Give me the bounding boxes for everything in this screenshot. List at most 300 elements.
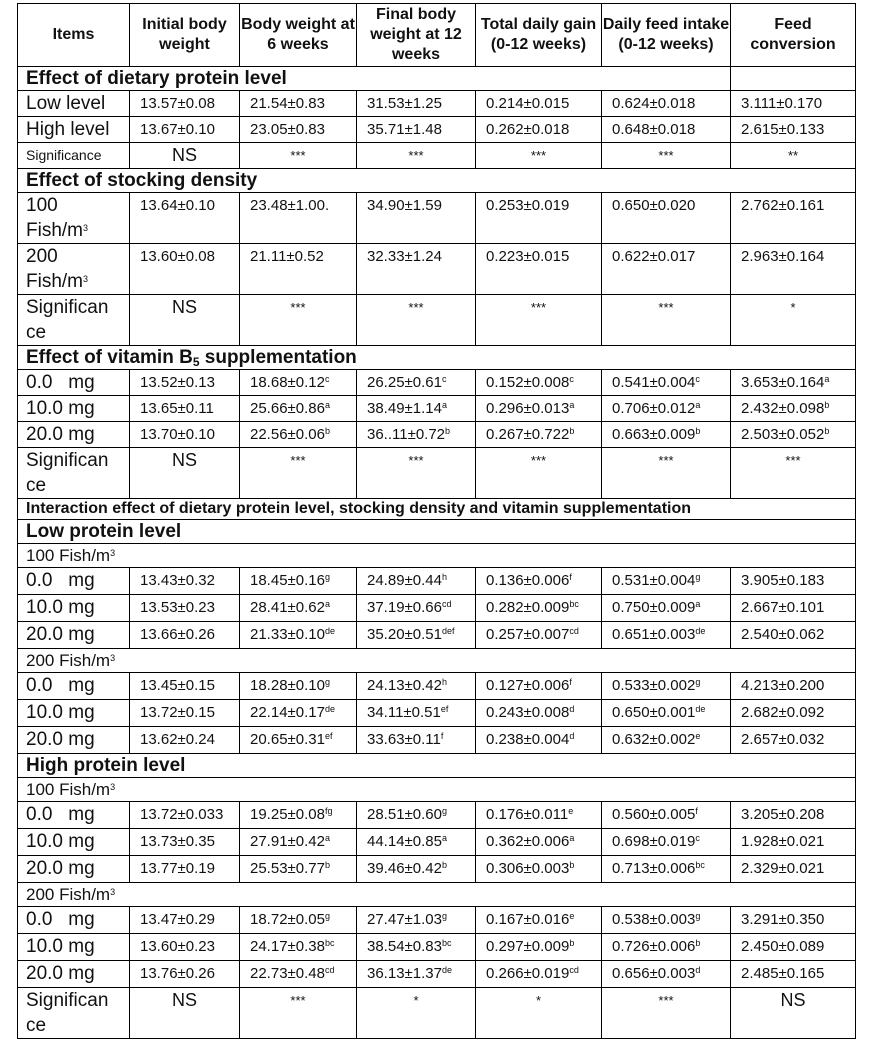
value-cell — [357, 422, 476, 448]
letter-superscript: g — [324, 911, 330, 921]
value-text: 13.65±0.11 — [140, 400, 214, 417]
value-cell — [602, 802, 731, 829]
value-text: 0.533±0.002 — [612, 677, 696, 694]
value-text: 0.650±0.001 — [612, 704, 696, 721]
section-title — [18, 754, 856, 778]
value-cell: 34.90±1.59 — [357, 193, 476, 244]
letter-superscript: c — [695, 374, 700, 384]
row-label — [18, 244, 130, 295]
value-cell — [476, 802, 602, 829]
value-cell: 13.60±0.08 — [130, 244, 240, 295]
letter-superscript: bc — [441, 938, 452, 948]
row-label: 20.0 mg — [18, 727, 130, 754]
significance-row — [18, 448, 856, 499]
table-row — [18, 568, 856, 595]
value-cell — [476, 961, 602, 988]
value-text: 13.76±0.26 — [140, 965, 215, 982]
letter-superscript: bc — [324, 938, 335, 948]
header-items: Items — [18, 4, 130, 67]
protein-level-heading — [18, 520, 856, 544]
letter-superscript: cd — [324, 965, 335, 975]
letter-superscript: a — [569, 833, 575, 843]
letter-superscript: d — [569, 704, 575, 714]
value-text: 36.13±1.37 — [367, 965, 442, 982]
value-cell: 2.615±0.133 — [731, 117, 856, 143]
value-text: 0.243±0.008 — [486, 704, 570, 721]
value-text: 35.20±0.51 — [367, 626, 442, 643]
interaction-rows — [18, 520, 856, 988]
value-cell: 0.223±0.015 — [476, 244, 602, 295]
value-cell — [731, 370, 856, 396]
table-row — [18, 622, 856, 649]
value-cell: 13.64±0.10 — [130, 193, 240, 244]
value-cell: 2.762±0.161 — [731, 193, 856, 244]
value-cell — [357, 907, 476, 934]
significance-cell: *** — [240, 143, 357, 169]
value-cell — [357, 568, 476, 595]
table-row — [18, 856, 856, 883]
table-row — [18, 673, 856, 700]
value-text: 0.267±0.722 — [486, 426, 570, 443]
value-cell — [130, 727, 240, 754]
value-cell: 3.111±0.170 — [731, 91, 856, 117]
unit-exponent: 3 — [110, 887, 116, 897]
section-title — [18, 544, 856, 568]
section-protein — [18, 67, 856, 91]
value-cell — [476, 622, 602, 649]
value-text: 18.72±0.05 — [250, 911, 325, 928]
row-label: Significance — [18, 143, 130, 169]
letter-superscript: a — [695, 599, 701, 609]
letter-superscript: b — [569, 938, 575, 948]
letter-superscript: d — [569, 731, 575, 741]
value-cell — [240, 622, 357, 649]
value-text: 28.41±0.62 — [250, 599, 325, 616]
section-title — [18, 649, 856, 673]
value-text: 34.11±0.51 — [367, 704, 441, 721]
value-cell — [731, 829, 856, 856]
section-title: Interaction effect of dietary protein level, stocking density and vitamin supplementation — [18, 499, 856, 520]
significance-cell: *** — [240, 448, 357, 499]
value-cell — [357, 595, 476, 622]
letter-superscript: cd — [569, 965, 579, 975]
density-heading — [18, 544, 856, 568]
unit-exponent: 3 — [110, 548, 116, 558]
row-label: 0.0 mg — [18, 370, 130, 396]
letter-superscript: a — [824, 374, 830, 384]
value-cell — [240, 396, 357, 422]
table-row — [18, 91, 856, 117]
letter-superscript: b — [569, 860, 575, 870]
letter-superscript: b — [441, 860, 447, 870]
value-cell — [240, 802, 357, 829]
significance-cell: *** — [602, 295, 731, 346]
significance-cell: *** — [357, 295, 476, 346]
letter-superscript: de — [695, 704, 706, 714]
value-text: 13.73±0.35 — [140, 833, 215, 850]
row-label: 20.0 mg — [18, 622, 130, 649]
value-cell — [476, 422, 602, 448]
significance-cell: * — [731, 295, 856, 346]
letter-superscript: g — [695, 911, 701, 921]
value-cell — [130, 396, 240, 422]
letter-superscript: h — [441, 572, 447, 582]
section-title — [18, 346, 856, 370]
row-label: Low level — [18, 91, 130, 117]
value-cell — [240, 907, 357, 934]
value-cell: 0.648±0.018 — [602, 117, 731, 143]
value-cell — [602, 568, 731, 595]
table-row — [18, 193, 856, 244]
unit-exponent: 3 — [110, 782, 116, 792]
value-cell — [240, 829, 357, 856]
value-text: 44.14±0.85 — [367, 833, 442, 850]
value-text: 36..11±0.72 — [367, 426, 446, 443]
table-row — [18, 961, 856, 988]
table-row — [18, 907, 856, 934]
value-text: 2.432±0.098 — [741, 400, 825, 417]
value-cell — [130, 802, 240, 829]
value-text: 37.19±0.66 — [367, 599, 442, 616]
significance-cell: *** — [357, 448, 476, 499]
letter-superscript: bc — [569, 599, 579, 609]
letter-superscript: f — [569, 677, 572, 687]
significance-row — [18, 143, 856, 169]
letter-superscript: g — [324, 572, 330, 582]
letter-superscript: d — [695, 965, 701, 975]
value-text: 27.47±1.03 — [367, 911, 442, 928]
value-text: 4.213±0.200 — [741, 677, 825, 694]
row-label: 10.0 mg — [18, 934, 130, 961]
letter-superscript: a — [441, 400, 447, 410]
section-density — [18, 169, 856, 193]
value-text: 18.45±0.16 — [250, 572, 325, 589]
value-cell — [357, 934, 476, 961]
value-text: 0.257±0.007 — [486, 626, 570, 643]
title-text: High protein level — [26, 755, 186, 776]
value-text: 13.70±0.10 — [140, 426, 215, 443]
value-cell — [240, 370, 357, 396]
sig-label-part: Significan — [26, 450, 109, 471]
value-text: 13.53±0.23 — [140, 599, 215, 616]
sig-label-part: ce — [26, 475, 47, 496]
title-text: 100 Fish/m — [26, 546, 111, 565]
value-cell — [357, 370, 476, 396]
value-text: 2.329±0.021 — [741, 860, 825, 877]
value-text: 0.176±0.011 — [486, 806, 569, 823]
value-text: 0.238±0.004 — [486, 731, 570, 748]
value-cell — [476, 829, 602, 856]
value-text: 20.65±0.31 — [250, 731, 325, 748]
value-cell — [476, 370, 602, 396]
letter-superscript: g — [441, 911, 447, 921]
row-label: 0.0 mg — [18, 568, 130, 595]
value-text: 2.682±0.092 — [741, 704, 825, 721]
letter-superscript: a — [324, 400, 330, 410]
significance-cell: *** — [476, 448, 602, 499]
header-weight-6-weeks: Body weight at 6 weeks — [240, 4, 357, 67]
value-cell — [602, 396, 731, 422]
letter-superscript: a — [695, 400, 701, 410]
title-text: 200 Fish/m — [26, 885, 111, 904]
value-cell — [240, 856, 357, 883]
letter-superscript: c — [441, 374, 447, 384]
significance-cell: *** — [476, 143, 602, 169]
value-cell — [731, 673, 856, 700]
value-cell — [731, 568, 856, 595]
header-initial-weight: Initial body weight — [130, 4, 240, 67]
letter-superscript: f — [440, 731, 444, 741]
density-heading — [18, 883, 856, 907]
value-cell: 0.214±0.015 — [476, 91, 602, 117]
title-subscript: 5 — [192, 355, 200, 369]
value-cell — [731, 700, 856, 727]
header-final-weight: Final body weight at 12 weeks — [357, 4, 476, 67]
row-label: 20.0 mg — [18, 856, 130, 883]
value-text: 13.45±0.15 — [140, 677, 215, 694]
value-text: 22.73±0.48 — [250, 965, 325, 982]
significance-cell: NS — [731, 988, 856, 1039]
significance-cell: *** — [240, 988, 357, 1039]
letter-superscript: e — [695, 731, 701, 741]
value-text: 13.72±0.033 — [140, 806, 224, 823]
value-cell — [357, 961, 476, 988]
value-text: 24.13±0.42 — [367, 677, 442, 694]
row-label — [18, 988, 130, 1039]
letter-superscript: c — [324, 374, 330, 384]
significance-cell: *** — [602, 143, 731, 169]
letter-superscript: a — [324, 599, 330, 609]
section-title — [18, 778, 856, 802]
header-feed-conversion: Feed conversion — [731, 4, 856, 67]
row-label: 0.0 mg — [18, 802, 130, 829]
value-cell — [130, 595, 240, 622]
value-text: 0.127±0.006 — [486, 677, 570, 694]
value-text: 19.25±0.08 — [250, 806, 325, 823]
value-cell: 0.253±0.019 — [476, 193, 602, 244]
letter-superscript: cd — [569, 626, 579, 636]
value-cell — [731, 907, 856, 934]
value-text: 13.47±0.29 — [140, 911, 215, 928]
results-table — [17, 3, 856, 1039]
value-cell — [240, 422, 357, 448]
value-text: 26.25±0.61 — [367, 374, 442, 391]
value-cell — [476, 396, 602, 422]
header-daily-gain: Total daily gain (0-12 weeks) — [476, 4, 602, 67]
significance-cell: NS — [130, 143, 240, 169]
value-cell — [476, 907, 602, 934]
significance-row — [18, 295, 856, 346]
value-cell — [602, 727, 731, 754]
value-cell — [476, 934, 602, 961]
value-text: 38.54±0.83 — [367, 938, 442, 955]
significance-cell: *** — [357, 143, 476, 169]
sig-label-part: Significan — [26, 990, 109, 1011]
letter-superscript: b — [824, 400, 830, 410]
table-row — [18, 422, 856, 448]
value-cell — [602, 829, 731, 856]
value-cell: 0.650±0.020 — [602, 193, 731, 244]
value-text: 25.66±0.86 — [250, 400, 325, 417]
value-text: 0.362±0.006 — [486, 833, 570, 850]
value-text: 2.657±0.032 — [741, 731, 825, 748]
table-row — [18, 802, 856, 829]
letter-superscript: ef — [440, 704, 449, 714]
value-cell — [357, 802, 476, 829]
value-cell: 31.53±1.25 — [357, 91, 476, 117]
letter-superscript: g — [695, 677, 701, 687]
value-cell — [731, 961, 856, 988]
unit-exponent: 3 — [110, 653, 116, 663]
value-cell — [731, 422, 856, 448]
value-text: 3.291±0.350 — [741, 911, 825, 928]
value-cell — [476, 568, 602, 595]
value-cell — [731, 856, 856, 883]
letter-superscript: de — [324, 704, 335, 714]
significance-cell: NS — [130, 295, 240, 346]
value-text: 2.540±0.062 — [741, 626, 825, 643]
value-cell — [476, 595, 602, 622]
header-row — [18, 4, 856, 67]
letter-superscript: b — [695, 938, 701, 948]
row-label — [18, 193, 130, 244]
value-cell — [240, 700, 357, 727]
value-cell: 35.71±1.48 — [357, 117, 476, 143]
letter-superscript: e — [569, 911, 575, 921]
value-text: 22.14±0.17 — [250, 704, 325, 721]
letter-superscript: c — [695, 833, 700, 843]
table-row — [18, 595, 856, 622]
row-label: 0.0 mg — [18, 673, 130, 700]
row-label — [18, 295, 130, 346]
value-text: 0.632±0.002 — [612, 731, 696, 748]
empty-cell — [731, 67, 856, 91]
table-row — [18, 700, 856, 727]
section-title — [18, 883, 856, 907]
value-cell — [130, 934, 240, 961]
value-text: 21.33±0.10 — [250, 626, 325, 643]
value-cell — [240, 934, 357, 961]
section-title — [18, 520, 856, 544]
table-row — [18, 244, 856, 295]
value-cell: 21.11±0.52 — [240, 244, 357, 295]
value-cell: 32.33±1.24 — [357, 244, 476, 295]
table-row — [18, 829, 856, 856]
title-text: 100 Fish/m — [26, 780, 111, 799]
section-interaction — [18, 499, 856, 520]
row-label: 20.0 mg — [18, 422, 130, 448]
value-cell — [731, 396, 856, 422]
section-title: Effect of stocking density — [18, 169, 856, 193]
value-cell — [130, 622, 240, 649]
significance-cell: *** — [731, 448, 856, 499]
value-cell — [602, 961, 731, 988]
unit-exponent: 3 — [83, 223, 89, 233]
value-cell: 13.57±0.08 — [130, 91, 240, 117]
row-label: 10.0 mg — [18, 829, 130, 856]
value-cell — [602, 622, 731, 649]
letter-superscript: ef — [324, 731, 333, 741]
value-cell — [130, 673, 240, 700]
letter-superscript: bc — [695, 860, 705, 870]
value-text: 0.560±0.005 — [612, 806, 696, 823]
sig-label-part: Significan — [26, 297, 109, 318]
value-text: 0.698±0.019 — [612, 833, 696, 850]
value-cell — [602, 422, 731, 448]
density-unit: Fish/m — [26, 271, 83, 292]
significance-cell: *** — [602, 988, 731, 1039]
value-cell — [130, 568, 240, 595]
letter-superscript: h — [441, 677, 447, 687]
density-heading — [18, 649, 856, 673]
row-label: 10.0 mg — [18, 595, 130, 622]
table-row — [18, 396, 856, 422]
value-cell — [357, 829, 476, 856]
letter-superscript: a — [441, 833, 447, 843]
value-text: 24.89±0.44 — [367, 572, 442, 589]
letter-superscript: de — [324, 626, 335, 636]
value-cell — [602, 856, 731, 883]
significance-cell: *** — [476, 295, 602, 346]
significance-row — [18, 988, 856, 1039]
value-text: 0.136±0.006 — [486, 572, 570, 589]
value-cell — [602, 595, 731, 622]
density-number: 100 — [26, 195, 58, 216]
value-cell — [240, 673, 357, 700]
value-cell: 0.622±0.017 — [602, 244, 731, 295]
letter-superscript: c — [569, 374, 574, 384]
letter-superscript: f — [695, 806, 698, 816]
row-label: 0.0 mg — [18, 907, 130, 934]
significance-cell: ** — [731, 143, 856, 169]
value-cell — [731, 802, 856, 829]
value-text: 27.91±0.42 — [250, 833, 325, 850]
value-text: 0.713±0.006 — [612, 860, 696, 877]
value-text: 13.52±0.13 — [140, 374, 215, 391]
title-part: supplementation — [199, 347, 357, 368]
value-text: 0.656±0.003 — [612, 965, 696, 982]
value-text: 13.77±0.19 — [140, 860, 215, 877]
value-cell: 13.67±0.10 — [130, 117, 240, 143]
significance-cell: NS — [130, 448, 240, 499]
value-cell — [130, 961, 240, 988]
value-cell — [357, 856, 476, 883]
value-cell — [240, 727, 357, 754]
value-cell — [731, 622, 856, 649]
row-label: 10.0 mg — [18, 396, 130, 422]
vitamin-rows — [18, 370, 856, 448]
value-text: 2.450±0.089 — [741, 938, 825, 955]
row-label: 20.0 mg — [18, 961, 130, 988]
density-unit: Fish/m — [26, 220, 83, 241]
letter-superscript: cd — [441, 599, 452, 609]
density-heading — [18, 778, 856, 802]
significance-cell: * — [357, 988, 476, 1039]
significance-cell: * — [476, 988, 602, 1039]
density-number: 200 — [26, 246, 58, 267]
value-text: 0.296±0.013 — [486, 400, 570, 417]
value-text: 13.60±0.23 — [140, 938, 215, 955]
value-cell — [240, 961, 357, 988]
letter-superscript: b — [445, 426, 451, 436]
value-text: 0.297±0.009 — [486, 938, 570, 955]
row-label: High level — [18, 117, 130, 143]
value-cell: 0.624±0.018 — [602, 91, 731, 117]
value-text: 2.503±0.052 — [741, 426, 825, 443]
value-text: 0.167±0.016 — [486, 911, 570, 928]
value-cell — [476, 856, 602, 883]
value-text: 13.66±0.26 — [140, 626, 215, 643]
